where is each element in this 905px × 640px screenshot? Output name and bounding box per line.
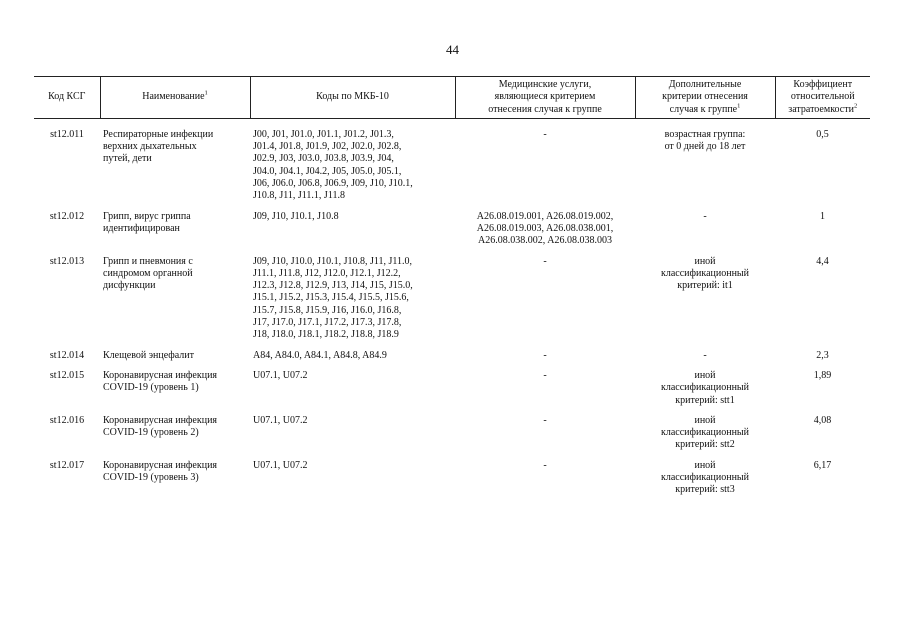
cell-line: U07.1, U07.2 (253, 459, 308, 471)
table-header (34, 77, 870, 119)
cell-line: - (703, 349, 707, 361)
cell-line: Грипп и пневмония с (103, 255, 193, 267)
cell-coefficient: 6,17 (813, 459, 832, 471)
cell-line: классификационный (661, 427, 749, 439)
cell-line: Клещевой энцефалит (103, 349, 195, 361)
cell-name (100, 350, 250, 370)
cell-line: критерий: stt1 (675, 394, 735, 406)
header-line: критерии отнесения (662, 91, 748, 103)
footnote-mark: 1 (737, 102, 741, 110)
cell-line: Грипп, вирус гриппа (103, 210, 191, 222)
cell-criteria (635, 370, 775, 415)
cell-services (455, 370, 635, 415)
cell-line: J18, J18.0, J18.1, J18.2, J18.8, J18.9 (253, 329, 399, 341)
cell-line: классификационный (661, 472, 749, 484)
cell-line: J10.8, J11, J11.1, J11.8 (253, 190, 345, 202)
header-line: случая к группе$^1$ (669, 102, 741, 115)
header-line: Дополнительные (668, 79, 742, 90)
cell-services (455, 350, 635, 370)
cell-criteria (635, 256, 775, 350)
cell-criteria (635, 350, 775, 370)
cell-line: Респираторные инфекции (103, 128, 214, 140)
spacer-cell (455, 118, 635, 129)
header-line: Наименование$^1$ (142, 89, 208, 103)
cell-line: иной (694, 459, 716, 471)
cell-services (455, 415, 635, 460)
header-line: Медицинские услуги, (498, 79, 592, 90)
cell-name (100, 129, 250, 211)
cell-services (455, 460, 635, 505)
table-row (34, 415, 870, 460)
cell-line: иной (694, 369, 716, 381)
footnote-mark: 1 (204, 89, 208, 97)
cell-icd-codes (250, 129, 455, 211)
cell-line: классификационный (661, 382, 749, 394)
cell-line: возрастная группа: (664, 128, 746, 140)
header-line: Коэффициент (793, 79, 853, 90)
column-header-name (100, 77, 250, 119)
cell-code: st12.016 (49, 414, 85, 426)
footnote-mark: 2 (853, 102, 858, 110)
cell-line: критерий: stt3 (675, 484, 735, 496)
header-line: Код КСГ (48, 91, 86, 103)
cell-line: - (543, 349, 547, 361)
cell-icd-codes (250, 256, 455, 350)
ksg-table (34, 76, 870, 505)
cell-line: классификационный (661, 267, 749, 279)
cell-criteria (635, 415, 775, 460)
table-body (34, 118, 870, 504)
cell-name (100, 256, 250, 350)
cell-code: st12.013 (49, 255, 85, 267)
table-row (34, 129, 870, 211)
cell-line: - (543, 459, 547, 471)
cell-line: A26.08.019.001, A26.08.019.002, (476, 210, 614, 222)
cell-name (100, 370, 250, 415)
cell-line: Коронавирусная инфекция (103, 459, 218, 471)
cell-line: - (543, 369, 547, 381)
cell-icd-codes (250, 460, 455, 505)
header-line: отнесения случая к группе (488, 103, 602, 115)
cell-coefficient: 0,5 (816, 128, 829, 140)
cell-name (100, 211, 250, 256)
cell-line: синдромом органной (103, 267, 193, 279)
header-row (34, 77, 870, 119)
spacer-cell (775, 118, 870, 129)
column-header-coefficient (775, 77, 870, 119)
column-header-code (34, 77, 100, 119)
cell-icd-codes (250, 211, 455, 256)
cell-line: J00, J01, J01.0, J01.1, J01.2, J01.3, (253, 128, 394, 140)
cell-line: J11.1, J11.8, J12, J12.0, J12.1, J12.2, (253, 267, 401, 279)
cell-line: иной (694, 414, 716, 426)
cell-code: st12.012 (49, 210, 85, 222)
cell-name (100, 415, 250, 460)
cell-line: A26.08.019.003, A26.08.038.001, (476, 222, 614, 234)
cell-code: st12.017 (49, 459, 85, 471)
column-header-criteria (635, 77, 775, 119)
table-row (34, 211, 870, 256)
cell-line: J12.3, J12.8, J12.9, J13, J14, J15, J15.0, (253, 280, 413, 292)
cell-line: - (543, 255, 547, 267)
cell-criteria (635, 211, 775, 256)
spacer-cell (250, 118, 455, 129)
cell-icd-codes (250, 370, 455, 415)
cell-line: дисфункции (103, 280, 156, 292)
cell-line: путей, дети (103, 153, 152, 165)
cell-line: J15.1, J15.2, J15.3, J15.4, J15.5, J15.6, (253, 292, 409, 304)
cell-line: U07.1, U07.2 (253, 414, 308, 426)
cell-line: J04.0, J04.1, J04.2, J05, J05.0, J05.1, (253, 165, 402, 177)
table-row (34, 256, 870, 350)
cell-line: J09, J10, J10.0, J10.1, J10.8, J11, J11.0, (253, 255, 412, 267)
header-line: Коды по МКБ-10 (316, 91, 389, 103)
spacer-cell (100, 118, 250, 129)
cell-code: st12.011 (50, 128, 84, 140)
cell-services (455, 256, 635, 350)
cell-line: COVID-19 (уровень 2) (103, 427, 199, 439)
header-line: относительной (790, 91, 855, 103)
cell-line: иной (694, 255, 716, 267)
cell-line: J01.4, J01.8, J01.9, J02, J02.0, J02.8, (253, 141, 402, 153)
cell-line: - (543, 128, 547, 140)
cell-services (455, 211, 635, 256)
cell-line: COVID-19 (уровень 3) (103, 472, 199, 484)
cell-icd-codes (250, 415, 455, 460)
cell-criteria (635, 460, 775, 505)
table-row (34, 460, 870, 505)
column-header-services (455, 77, 635, 119)
cell-line: критерий: it1 (677, 280, 733, 292)
cell-line: J02.9, J03, J03.0, J03.8, J03.9, J04, (253, 153, 394, 165)
cell-line: J15.7, J15.8, J15.9, J16, J16.0, J16.8, (253, 304, 402, 316)
cell-line: Коронавирусная инфекция (103, 414, 218, 426)
cell-name (100, 460, 250, 505)
table-row (34, 350, 870, 370)
cell-coefficient: 1,89 (813, 369, 832, 381)
column-header-icd (250, 77, 455, 119)
cell-criteria (635, 129, 775, 211)
cell-line: J09, J10, J10.1, J10.8 (253, 210, 339, 222)
cell-code: st12.014 (49, 349, 85, 361)
cell-coefficient: 4,4 (816, 255, 829, 267)
cell-line: A26.08.038.002, A26.08.038.003 (478, 235, 612, 247)
table-row (34, 370, 870, 415)
cell-line: - (543, 414, 547, 426)
header-line: являющиеся критерием (494, 91, 596, 103)
cell-line: COVID-19 (уровень 1) (103, 382, 199, 394)
cell-coefficient: 1 (820, 210, 825, 222)
cell-line: верхних дыхательных (103, 141, 197, 153)
header-line: затратоемкости$^2$ (788, 102, 858, 115)
cell-line: J17, J17.0, J17.1, J17.2, J17.3, J17.8, (253, 317, 402, 329)
cell-line: U07.1, U07.2 (253, 369, 308, 381)
cell-line: идентифицирован (103, 222, 180, 234)
cell-line: J06, J06.0, J06.8, J06.9, J09, J10, J10.1, (253, 178, 413, 190)
cell-code: st12.015 (49, 369, 85, 381)
cell-line: - (703, 210, 707, 222)
cell-coefficient: 2,3 (816, 349, 829, 361)
cell-coefficient: 4,08 (813, 414, 832, 426)
cell-line: A84, A84.0, A84.1, A84.8, A84.9 (253, 349, 387, 361)
spacer-row (34, 118, 870, 129)
cell-icd-codes (250, 350, 455, 370)
cell-line: критерий: stt2 (675, 439, 735, 451)
spacer-cell (34, 118, 100, 129)
page-number: 44 (446, 42, 459, 57)
spacer-cell (635, 118, 775, 129)
cell-line: от 0 дней до 18 лет (664, 141, 746, 153)
cell-line: Коронавирусная инфекция (103, 369, 218, 381)
cell-services (455, 129, 635, 211)
